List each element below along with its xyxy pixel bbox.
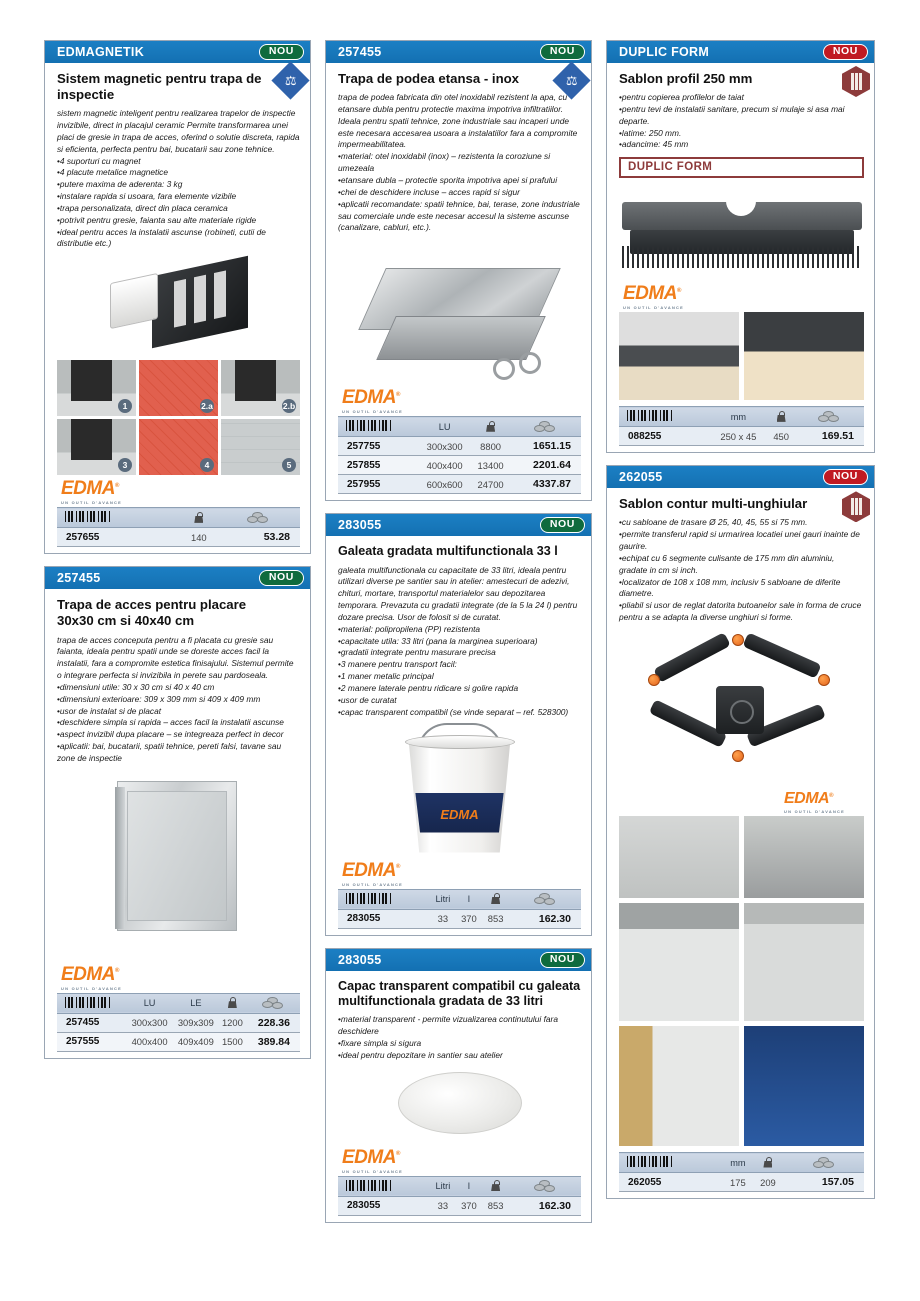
column-header-lu: LU: [126, 993, 172, 1013]
application-photo-grid: [619, 816, 864, 1146]
product-description: [619, 517, 864, 624]
desc-line: • localizator de 108 x 108 mm, inclusiv 5 sabloane de diferite diametre.: [619, 577, 864, 601]
cell-lu: 600x600: [418, 475, 471, 494]
cell-price: 53.28: [217, 528, 300, 547]
application-photo: [744, 312, 864, 400]
desc-line: • etansare dubla – protectie sporita impotriva apei si prafului: [338, 175, 581, 187]
cell-le: 409x409: [173, 1032, 219, 1051]
card-body: [326, 536, 591, 934]
product-photo-lid: [338, 1062, 581, 1144]
column-header-litri: Litri: [430, 889, 455, 909]
edma-logo-word: EDMA ®: [623, 284, 681, 303]
desc-line: • usor de instalat si de placat: [57, 706, 300, 718]
cell-litri: 33: [430, 1196, 455, 1215]
diamond-badge-icon: ⚖: [271, 61, 309, 99]
card-body: [607, 63, 874, 452]
table-row: [338, 909, 581, 928]
desc-line: • potrivit pentru gresie, faianta sau alte materiale rigide: [57, 215, 300, 227]
desc-line: • echipat cu 6 segmente culisante de 175 mm din aluminiu, gradate in cm si inch.: [619, 553, 864, 577]
step-number: 1: [118, 399, 132, 413]
card-header-title: 257455: [338, 45, 382, 59]
product-photo-inox-tray: [338, 252, 581, 378]
column-left: [44, 40, 311, 1271]
coins-icon: [794, 407, 864, 427]
step-photo: [57, 360, 136, 416]
table-header-row: [57, 508, 300, 528]
desc-line: • aplicatii: bai, bucatarii, spatii tehnice, pereti falsi, tavane sau zone de inspectie: [57, 741, 300, 765]
barcode-icon: [57, 508, 181, 528]
duplic-form-tag: DUPLIC FORM: [619, 157, 864, 178]
step-photo: [139, 419, 218, 475]
diamond-badge-icon: ⚖: [552, 61, 590, 99]
barcode-icon: [619, 1153, 723, 1173]
cell-weight: 24700: [471, 475, 510, 494]
bucket-brand-label: EDMA: [440, 806, 479, 822]
column-header-litri: Litri: [430, 1176, 455, 1196]
card-header: [45, 567, 310, 589]
edma-logo-tagline: UN OUTIL D'AVANCE: [784, 809, 846, 814]
nou-badge: NOU: [259, 44, 304, 60]
cell-price: 2201.64: [510, 456, 581, 475]
edma-logo: [61, 965, 135, 991]
coins-icon: [217, 508, 300, 528]
cell-reference: 257455: [57, 1013, 126, 1032]
cell-weight: 853: [482, 909, 509, 928]
cell-price: 162.30: [509, 909, 581, 928]
step-number: 2.a: [201, 401, 213, 412]
product-title: Sistem magnetic pentru trapa de inspectie: [57, 71, 262, 103]
table-header-row: [619, 407, 864, 427]
column-header-l: l: [456, 889, 483, 909]
card-header: [45, 41, 310, 63]
edma-logo-word: EDMA ®: [342, 861, 400, 880]
cell-price: 389.84: [246, 1032, 300, 1051]
product-description: [619, 92, 864, 151]
barcode-icon: [338, 1176, 430, 1196]
product-card-283055-lid: [325, 948, 592, 1223]
edma-logo: [342, 388, 416, 414]
product-photo-access-hatch: [57, 781, 300, 951]
edma-logo-word: EDMA ®: [61, 965, 119, 984]
step-photo: [221, 419, 300, 475]
desc-line: • latime: 250 mm.: [619, 128, 864, 140]
desc-line: • 4 placute metalice magnetice: [57, 167, 300, 179]
cell-l: 370: [456, 1196, 483, 1215]
product-description: [338, 565, 581, 719]
product-photo-bucket: [338, 719, 581, 857]
desc-line: trapa de podea fabricata din otel inoxidabil rezistent la apa, cu etansare dubla pentru protectie maxima impotriva infiltratiilor. Ideala pentru spatii tehnice, zone industriale sau incaperi unde este necesara accesarea usoara a instalatiilor fara a compromite impermeabilitatea.: [338, 92, 578, 150]
price-table: [338, 416, 581, 494]
desc-line: • cu sabloane de trasare Ø 25, 40, 45, 55 si 75 mm.: [619, 517, 864, 529]
cell-mm: 250 x 45: [709, 427, 769, 446]
application-photo: [619, 816, 739, 898]
card-header-title: 257455: [57, 571, 101, 586]
card-body: [45, 589, 310, 1057]
step-number: 3: [118, 458, 132, 472]
cell-weight: 853: [482, 1196, 509, 1215]
cell-le: 309x309: [173, 1013, 219, 1032]
card-header: [326, 949, 591, 971]
product-title: Trapa de acces pentru placare 30x30 cm si 40x40 cm: [57, 597, 247, 629]
card-header: [326, 514, 591, 536]
cell-reference: 088255: [619, 427, 709, 446]
table-header-row: [619, 1153, 864, 1173]
table-row: [619, 1173, 864, 1192]
cell-mm: 175: [723, 1173, 753, 1192]
cell-lu: 300x300: [126, 1013, 172, 1032]
weight-icon: [482, 1176, 509, 1196]
desc-line: • adancime: 45 mm: [619, 139, 864, 151]
application-photo: [744, 1026, 864, 1146]
weight-icon: [471, 417, 510, 437]
edma-logo-word: EDMA ®: [61, 479, 119, 498]
card-header-title: EDMAGNETIK: [57, 45, 145, 59]
card-header: [607, 41, 874, 63]
desc-line: • material: otel inoxidabil (inox) – rezistenta la coroziune si umezeala: [338, 151, 581, 175]
desc-line: • aspect invizibil dupa placare – se integreaza perfect in decor: [57, 729, 300, 741]
cell-weight: 1500: [219, 1032, 246, 1051]
cell-price: 157.05: [783, 1173, 864, 1192]
step-number: 2.b: [282, 401, 296, 412]
cell-price: 4337.87: [510, 475, 581, 494]
desc-line: sistem magnetic inteligent pentru realizarea trapelor de inspectie invizibile, direct in placajul ceramic Permite transformarea unei placi de gresie in trapa de acces, oferind o solutie discreta, rapida si eficienta, perfecta pentru bai, bucatarii sau zone tehnice.: [57, 108, 300, 154]
weight-icon: [482, 889, 509, 909]
card-header: [326, 41, 591, 63]
price-table: [338, 1176, 581, 1216]
table-header-row: [57, 993, 300, 1013]
table-row: [338, 437, 581, 456]
step-photo: [139, 360, 218, 416]
cell-reference: 257555: [57, 1032, 126, 1051]
step-number: 4: [200, 458, 214, 472]
desc-line: • 3 manere pentru transport facil:: [338, 659, 581, 671]
column-header-mm: mm: [723, 1153, 753, 1173]
card-header-title: 283055: [338, 952, 382, 967]
weight-icon: [219, 993, 246, 1013]
table-header-row: [338, 1176, 581, 1196]
column-header-le: LE: [173, 993, 219, 1013]
desc-line: • gradatii integrate pentru masurare precisa: [338, 647, 581, 659]
product-title: Galeata gradata multifunctionala 33 l: [338, 544, 558, 559]
price-table: [619, 406, 864, 446]
table-header-row: [338, 417, 581, 437]
desc-line: • aplicatii recomandate: spatii tehnice, bai, terase, zone industriale sau comerciale unde este necesar accesul la sisteme ascunse (canalizare, cabluri, etc.).: [338, 199, 581, 235]
desc-line: • ideal pentru depozitare in santier sau atelier: [338, 1050, 581, 1062]
edma-logo: [623, 284, 697, 310]
edma-logo: [784, 790, 858, 814]
cell-litri: 33: [430, 909, 455, 928]
barcode-icon: [338, 417, 418, 437]
nou-badge: NOU: [540, 44, 585, 60]
price-table: [57, 507, 300, 547]
price-table: [338, 889, 581, 929]
desc-line: • fixare simpla si sigura: [338, 1038, 581, 1050]
desc-line: • capac transparent compatibil (se vinde separat – ref. 528300): [338, 707, 581, 719]
column-middle: [325, 40, 592, 1271]
cell-weight: 209: [753, 1173, 783, 1192]
edma-logo-tagline: UN OUTIL D'AVANCE: [61, 985, 123, 991]
price-table: [619, 1152, 864, 1192]
edma-logo-word: EDMA ®: [784, 791, 833, 807]
cell-weight: 1200: [219, 1013, 246, 1032]
weight-icon: [768, 407, 794, 427]
edma-logo: [61, 479, 135, 505]
cell-reference: 283055: [338, 909, 430, 928]
desc-line: galeata multifunctionala cu capacitate de 33 litri, ideala pentru utilizari diverse pe santier sau in atelier: amestecuri de adezivi, chituri, mortare, transportul materialelor sau depozitarea temporara. Prevazuta cu gradatii integrate (de la 5 la 24 l) pentru dozare precisa. Usor de folosit si de curatat.: [338, 564, 578, 622]
cell-price: 169.51: [794, 427, 864, 446]
application-photo: [744, 816, 864, 898]
barcode-icon: [57, 993, 126, 1013]
edma-logo-tagline: UN OUTIL D'AVANCE: [342, 409, 404, 415]
coins-icon: [246, 993, 300, 1013]
product-photo-magnet-system: [57, 260, 300, 352]
cell-weight: 13400: [471, 456, 510, 475]
product-card-duplic-form: [606, 40, 875, 453]
table-row: [338, 1196, 581, 1215]
coins-icon: [509, 889, 581, 909]
cell-lu: 400x400: [418, 456, 471, 475]
coins-icon: [783, 1153, 864, 1173]
cell-weight: 450: [768, 427, 794, 446]
product-description: [338, 92, 581, 234]
lid-illustration: [398, 1072, 522, 1134]
card-header-title: 283055: [338, 518, 382, 533]
product-description: [57, 108, 300, 250]
cell-lu: 300x300: [418, 437, 471, 456]
product-photo-profile-tool: [619, 180, 864, 280]
desc-line: • dimensiuni exterioare: 309 x 309 mm si 409 x 409 mm: [57, 694, 300, 706]
step-photo: [57, 419, 136, 475]
column-header-mm: mm: [709, 407, 769, 427]
coins-icon: [509, 1176, 581, 1196]
weight-icon: [753, 1153, 783, 1173]
product-title: Capac transparent compatibil cu galeata multifunctionala gradata de 33 litri: [338, 978, 581, 1008]
desc-line: • usor de curatat: [338, 695, 581, 707]
column-header-l: l: [456, 1176, 483, 1196]
product-card-283055-bucket: [325, 513, 592, 935]
product-card-257455-inox: [325, 40, 592, 501]
product-title: Sablon contur multi-unghiular: [619, 496, 808, 512]
product-card-edmagnetik: [44, 40, 311, 554]
desc-line: • pentru tevi de instalatii sanitare, precum si mulaje si asa mai departe.: [619, 104, 864, 128]
card-header-title: 262055: [619, 470, 663, 485]
desc-line: • dimensiuni utile: 30 x 30 cm si 40 x 40 cm: [57, 682, 300, 694]
desc-line: • material transparent - permite vizualizarea continutului fara deschidere: [338, 1014, 581, 1038]
card-header-title: DUPLIC FORM: [619, 45, 710, 59]
cell-price: 228.36: [246, 1013, 300, 1032]
product-title: Sablon profil 250 mm: [619, 71, 753, 86]
cell-reference: 257655: [57, 528, 181, 547]
edma-logo-tagline: UN OUTIL D'AVANCE: [342, 881, 404, 887]
card-body: [326, 63, 591, 500]
desc-line: • ideal pentru acces la instalatii ascunse (robineti, cutii de distributie etc.): [57, 227, 300, 251]
table-header-row: [338, 889, 581, 909]
inox-tray-illustration: [372, 258, 547, 378]
application-photo: [619, 312, 739, 400]
card-body: [607, 488, 874, 1198]
desc-line: • material: polipropilena (PP) rezistenta: [338, 624, 581, 636]
application-photo-grid: [619, 312, 864, 400]
edma-logo-tagline: UN OUTIL D'AVANCE: [61, 500, 123, 506]
edma-logo-tagline: UN OUTIL D'AVANCE: [623, 305, 685, 311]
cell-weight: 140: [181, 528, 217, 547]
nou-badge: NOU: [540, 952, 585, 968]
cell-price: 162.30: [509, 1196, 581, 1215]
cell-reference: 257855: [338, 456, 418, 475]
column-header-lu: LU: [418, 417, 471, 437]
desc-line: • instalare rapida si usoara, fara elemente vizibile: [57, 191, 300, 203]
cell-reference: 257755: [338, 437, 418, 456]
desc-line: • pentru copierea profilelor de taiat: [619, 92, 864, 104]
step-number: 5: [282, 458, 296, 472]
card-body: [326, 971, 591, 1222]
desc-line: • chei de deschidere incluse – acces rapid si sigur: [338, 187, 581, 199]
edma-logo-word: EDMA ®: [342, 1148, 400, 1167]
weight-icon: [181, 508, 217, 528]
cell-weight: 8800: [471, 437, 510, 456]
product-card-257455-acces: [44, 566, 311, 1058]
table-row: [57, 1032, 300, 1051]
desc-line: • putere maxima de aderenta: 3 kg: [57, 179, 300, 191]
edma-logo: [342, 1148, 416, 1174]
table-row: [57, 528, 300, 547]
edma-logo: [342, 861, 416, 887]
product-description: [57, 635, 300, 765]
application-photo: [744, 903, 864, 1021]
desc-line: • 4 suporturi cu magnet: [57, 156, 300, 168]
bucket-illustration: [401, 723, 519, 855]
product-card-262055: [606, 465, 875, 1199]
table-row: [57, 1013, 300, 1032]
edma-logo-word: EDMA ®: [342, 388, 400, 407]
lifting-rings-icon: [493, 352, 553, 386]
card-body: [45, 63, 310, 553]
cell-price: 1651.15: [510, 437, 581, 456]
step-photo: [221, 360, 300, 416]
nou-badge: NOU: [540, 517, 585, 533]
cell-reference: 262055: [619, 1173, 723, 1192]
barcode-icon: [338, 889, 430, 909]
angle-tool-illustration: [642, 630, 842, 780]
product-description: [338, 1014, 581, 1061]
coins-icon: [510, 417, 581, 437]
desc-line: • permite transferul rapid si urmarirea locatiei unei gauri inainte de gaurire.: [619, 529, 864, 553]
application-photo: [619, 1026, 739, 1146]
profile-tool-illustration: [622, 186, 862, 278]
table-row: [338, 456, 581, 475]
product-title: Trapa de podea etansa - inox: [338, 71, 520, 86]
column-right: [606, 40, 875, 1271]
product-photo-angle-tool: [619, 624, 864, 786]
desc-line: • deschidere simpla si rapida – acces facil la instalatii ascunse: [57, 717, 300, 729]
instruction-photo-grid: [57, 360, 300, 475]
nou-badge: NOU: [823, 469, 868, 485]
desc-line: • 2 manere laterale pentru ridicare si golire rapida: [338, 683, 581, 695]
price-table: [57, 993, 300, 1052]
cell-reference: 257955: [338, 475, 418, 494]
table-row: [338, 475, 581, 494]
desc-line: • capacitate utila: 33 litri (pana la marginea superioara): [338, 636, 581, 648]
nou-badge: NOU: [823, 44, 868, 60]
cell-lu: 400x400: [126, 1032, 172, 1051]
desc-line: • pliabil si usor de reglat datorita butoanelor sale in forma de cruce pentru a se adapta la diverse unghiuri si forme.: [619, 600, 864, 624]
table-row: [619, 427, 864, 446]
application-photo: [619, 903, 739, 1021]
edma-logo-tagline: UN OUTIL D'AVANCE: [342, 1168, 404, 1174]
cell-l: 370: [456, 909, 483, 928]
desc-line: • trapa personalizata, direct din placa ceramica: [57, 203, 300, 215]
nou-badge: NOU: [259, 570, 304, 586]
barcode-icon: [619, 407, 709, 427]
desc-line: trapa de acces conceputa pentru a fi placata cu gresie sau faianta, ideala pentru spatii unde se doreste acces facil la instalatii, fara a compromite estetica finisajului. Sistemul permite o integrare perfecta si invizibila in perete sau pardoseala.: [57, 634, 294, 681]
cell-reference: 283055: [338, 1196, 430, 1215]
card-header: [607, 466, 874, 488]
desc-line: • 1 maner metalic principal: [338, 671, 581, 683]
